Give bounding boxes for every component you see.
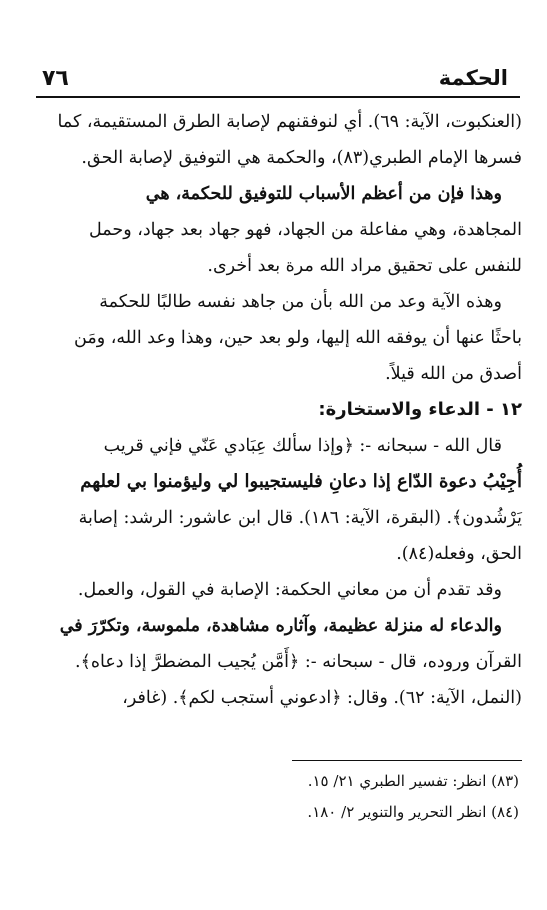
body-line: وهذه الآية وعد من الله بأن من جاهد نفسه طالبًا للحكمة — [99, 292, 502, 312]
footnote: (٨٣) انظر: تفسير الطبري ٢١/ ١٥. — [307, 772, 519, 790]
body-line: المجاهدة، وهي مفاعلة من الجهاد، فهو جهاد بعد جهاد، وحمل — [89, 220, 522, 240]
body-line: باحثًا عنها أن يوفقه الله إليها، ولو بعد حين، وهذا وعد الله، ومَن — [74, 328, 522, 348]
body-line: وقد تقدم أن من معاني الحكمة: الإصابة في القول، والعمل. — [77, 580, 502, 600]
body-line: قال الله - سبحانه -: ﴿وإذا سألك عِبَادي عَنّي فإني قريب — [103, 436, 502, 456]
body-text — [34, 104, 522, 716]
body-line: (النمل، الآية: ٦٢). وقال: ﴿ادعوني أستجب لكم﴾. (غافر، — [122, 688, 522, 708]
footnotes — [39, 766, 519, 828]
body-line: (العنكبوت، الآية: ٦٩). أي لنوفقنهم لإصابة الطرق المستقيمة، كما — [57, 112, 522, 132]
footnote: (٨٤) انظر التحرير والتنوير ٢/ ١٨٠. — [307, 803, 519, 821]
page-header — [36, 66, 516, 96]
header-rule — [36, 96, 520, 98]
body-line: أصدق من الله قيلاً. — [385, 364, 522, 384]
quran-verse-line: أُجِيْبُ دعوة الدّاع إذا دعانِ فليستجيبوا لي وليؤمنوا بي لعلهم — [80, 471, 522, 492]
body-line: فسرها الإمام الطبري(٨٣)، والحكمة هي التوفيق لإصابة الحق. — [81, 148, 522, 168]
section-heading: ١٢ - الدعاء والاستخارة: — [318, 399, 522, 420]
page-number: ٧٦ — [42, 66, 69, 91]
footnote-rule — [292, 760, 522, 761]
body-line: الحق، وفعله(٨٤). — [396, 544, 522, 564]
body-line: القرآن وروده، قال - سبحانه -: ﴿أَمَّن يُجيب المضطرَّ إذا دعاه﴾. — [75, 652, 522, 672]
body-line: يَرْشُدون﴾. (البقرة، الآية: ١٨٦). قال ابن عاشور: الرشد: إصابة — [78, 508, 522, 528]
body-line: والدعاء له منزلة عظيمة، وآثاره مشاهدة، ملموسة، وتكرّرَ في — [59, 616, 502, 636]
running-title: الحكمة — [438, 66, 508, 90]
body-line: للنفس على تحقيق مراد الله مرة بعد أخرى. — [207, 256, 522, 276]
body-line: وهذا فإن من أعظم الأسباب للتوفيق للحكمة، هي — [145, 184, 502, 204]
